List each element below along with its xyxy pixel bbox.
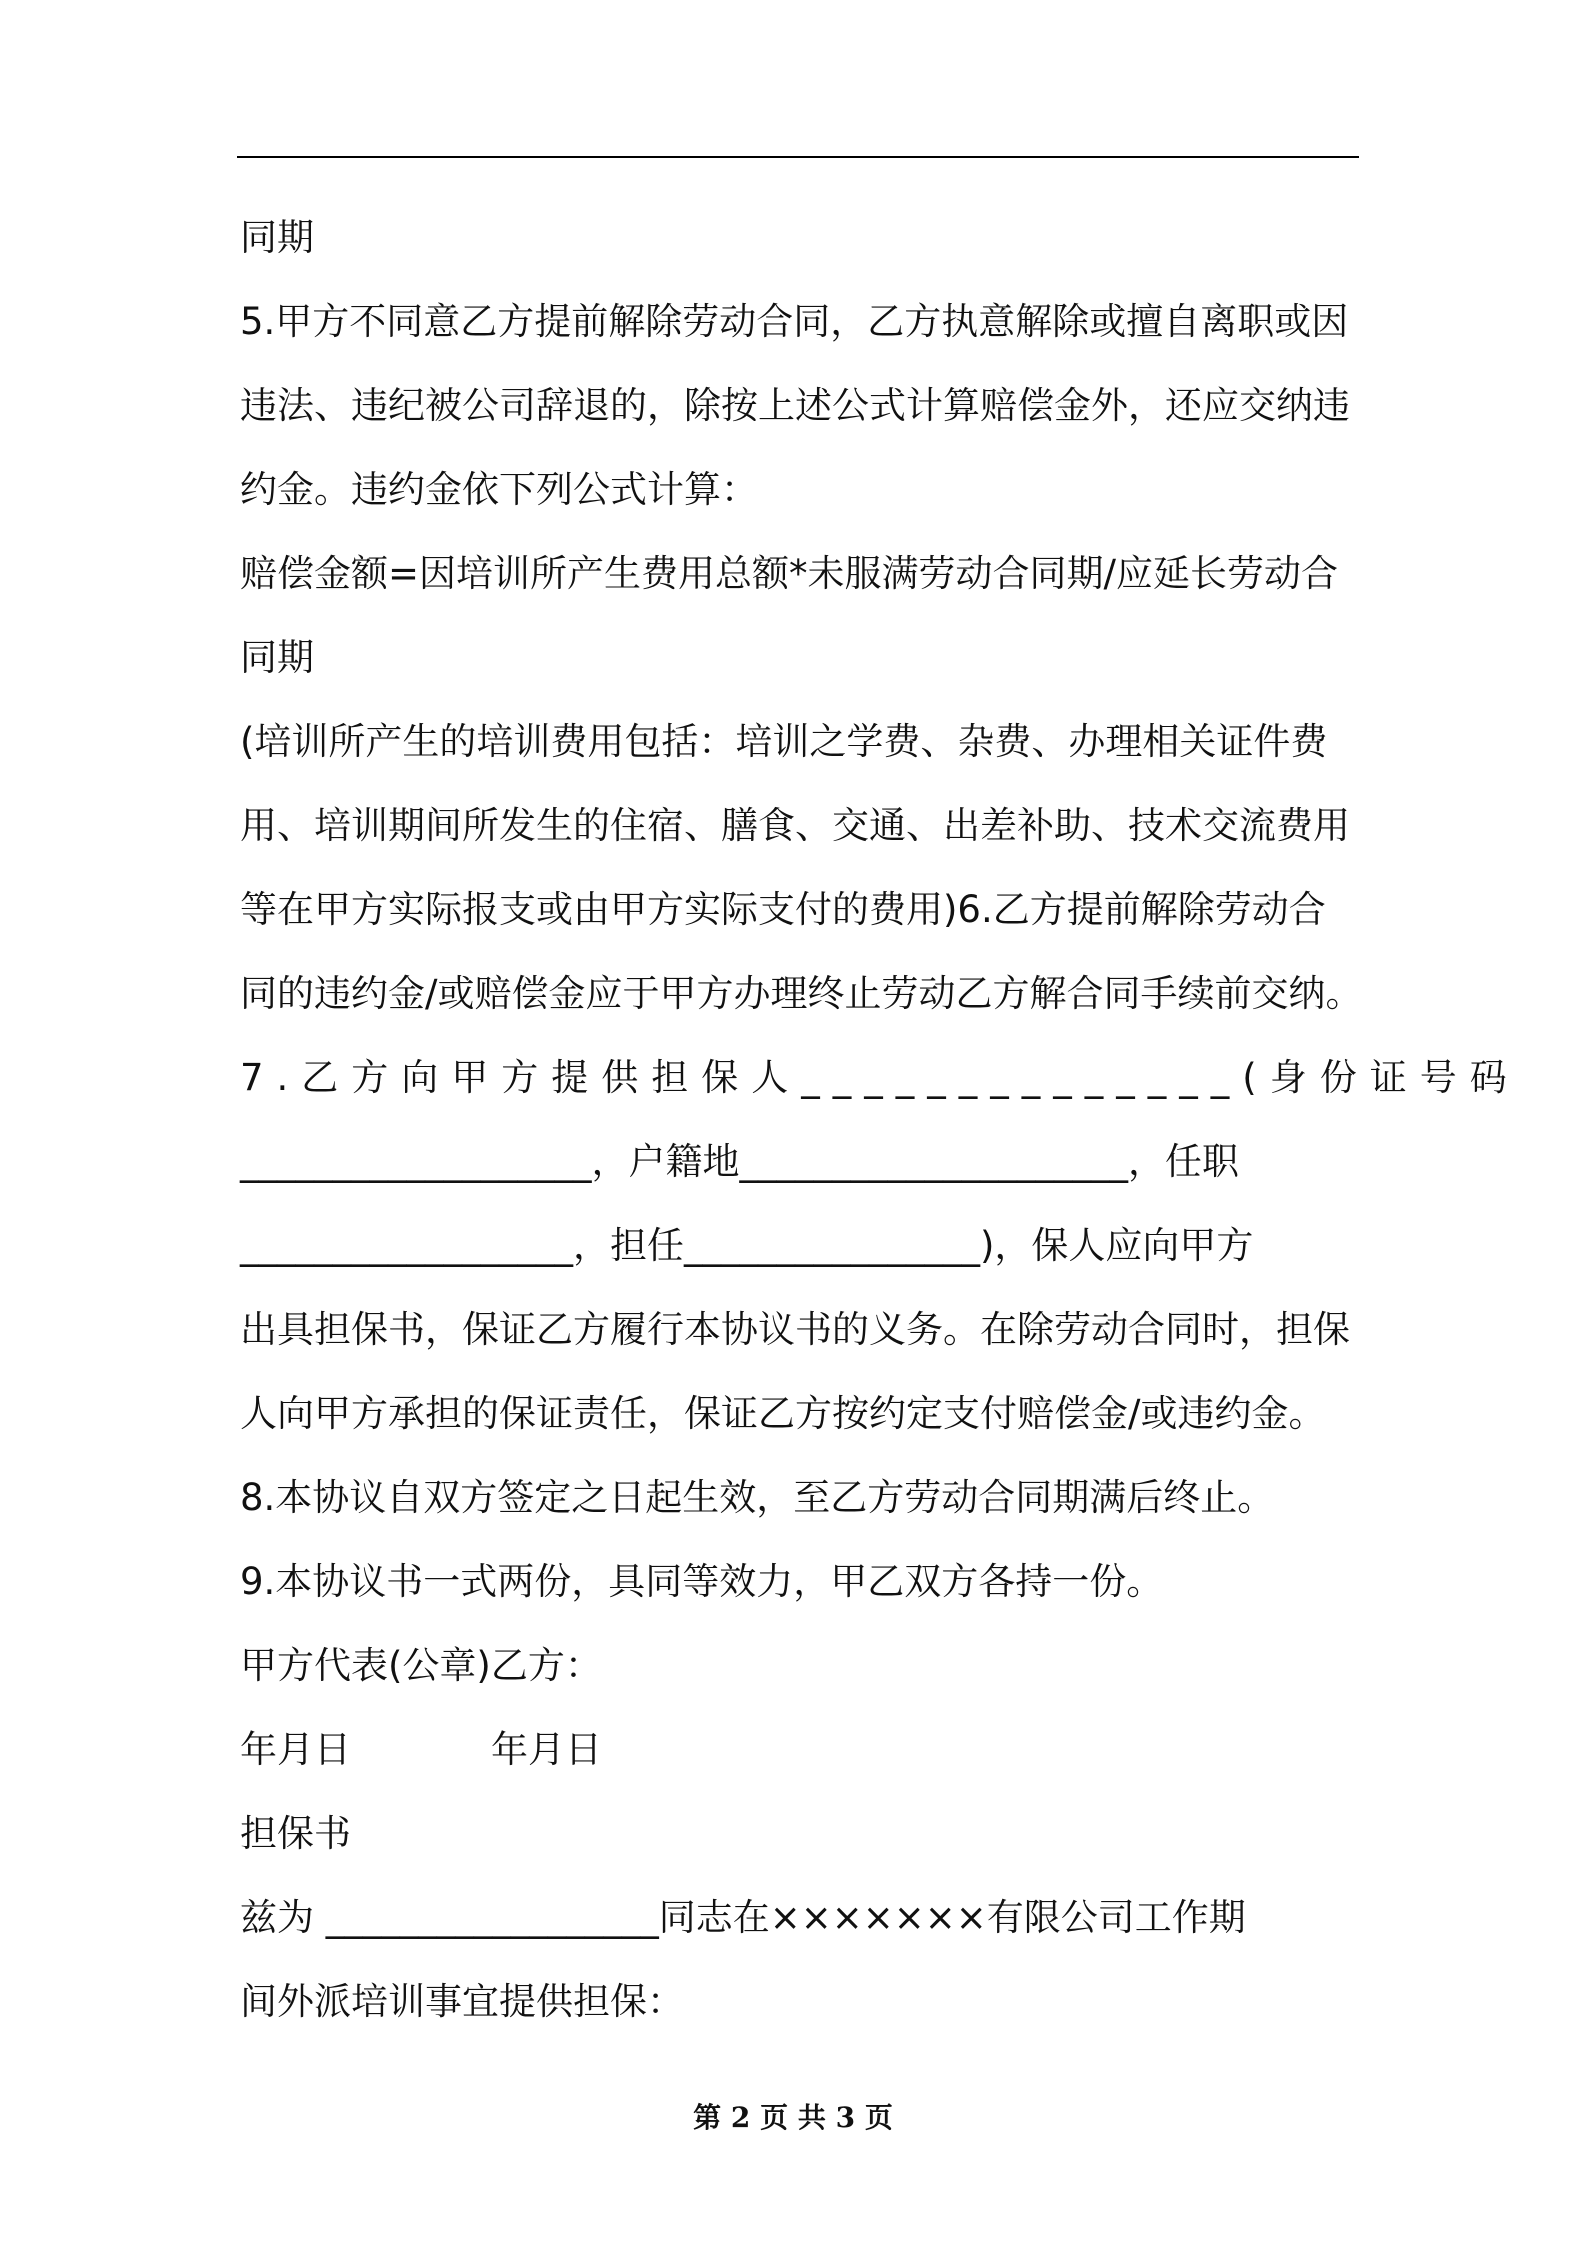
formula-line: 赔偿金额=因培训所产生费用总额*未服满劳动合同期/应延长劳动合	[240, 552, 1338, 595]
clause-6-line: 等在甲方实际报支或由甲方实际支付的费用)6.乙方提前解除劳动合	[240, 888, 1326, 931]
text-line: (培训所产生的培训费用包括：培训之学费、杂费、办理相关证件费	[240, 720, 1328, 763]
guarantee-text-line: 间外派培训事宜提供担保：	[240, 1980, 684, 2023]
document-body	[240, 196, 1520, 2044]
text-line: 同期	[240, 216, 314, 259]
date-line	[240, 1708, 1360, 1792]
guarantee-title: 担保书	[240, 1812, 351, 1855]
text-line: 约金。违约金依下列公式计算：	[240, 468, 758, 511]
text-line: 同的违约金/或赔偿金应于甲方办理终止劳动乙方解合同手续前交纳。	[240, 972, 1363, 1015]
clause-9-line: 9.本协议书一式两份，具同等效力，甲乙双方各持一份。	[240, 1560, 1164, 1603]
header-rule	[237, 156, 1359, 158]
text-line: 出具担保书，保证乙方履行本协议书的义务。在除劳动合同时，担保	[240, 1308, 1350, 1351]
text-line: 人向甲方承担的保证责任，保证乙方按约定支付赔偿金/或违约金。	[240, 1392, 1326, 1435]
page-indicator: 第 2 页 共 3 页	[693, 2101, 893, 2134]
date-left: 年月日	[240, 1728, 351, 1771]
signature-line: 甲方代表(公章)乙方：	[240, 1644, 602, 1687]
date-right: 年月日	[491, 1728, 602, 1771]
text-line: 用、培训期间所发生的住宿、膳食、交通、出差补助、技术交流费用	[240, 804, 1350, 847]
guarantee-text-line: 兹为 __________________同志在×××××××有限公司工作期	[240, 1896, 1246, 1939]
clause-5-line: 5.甲方不同意乙方提前解除劳动合同，乙方执意解除或擅自离职或因	[240, 300, 1349, 343]
clause-7-line: 7.乙方向甲方提供担保人______________(身份证号码	[240, 1056, 1520, 1099]
text-line: 同期	[240, 636, 314, 679]
guarantor-fill-line: __________________，担任________________)，保人应向甲方	[240, 1224, 1254, 1267]
guarantor-fill-line: ___________________，户籍地_____________________，任职	[240, 1140, 1239, 1183]
text-line: 违法、违纪被公司辞退的，除按上述公式计算赔偿金外，还应交纳违	[240, 384, 1350, 427]
clause-8-line: 8.本协议自双方签定之日起生效，至乙方劳动合同期满后终止。	[240, 1476, 1275, 1519]
